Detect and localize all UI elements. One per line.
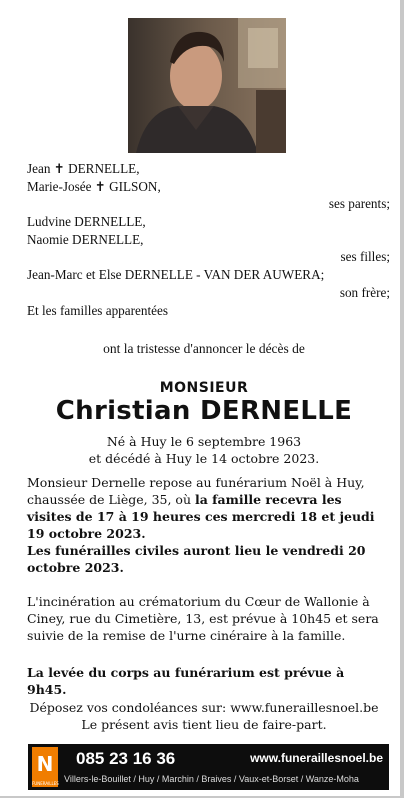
family-relation-brother: son frère; (339, 285, 390, 300)
visit-hours-text: la famille recevra les visites de 17 à 19 heures ces mercredi 18 et jeudi 19 octobre 2023. (27, 492, 375, 541)
funerals-text: Les funérailles civiles auront lieu le vendredi 20 octobre 2023. (27, 543, 366, 575)
levee-paragraph (27, 664, 386, 698)
website-link[interactable]: www.funeraillesnoel.be (250, 751, 383, 765)
funerals-paragraph (27, 542, 386, 576)
family-relation-daughters: ses filles; (340, 249, 390, 264)
portrait-photo (128, 18, 286, 153)
condolences-text: Déposez vos condoléances sur: www.funeraillesnoel.be (29, 700, 379, 715)
family-line-2: Marie-Josée ✝ GILSON, (27, 179, 161, 194)
repose-text: Monsieur Dernelle repose au funérarium Noël à Huy, chaussée de Liège, 35, où (27, 475, 365, 507)
birth-death-dates (0, 433, 408, 467)
phone-number: 085 23 16 36 (76, 749, 176, 768)
logo-caption: FUNERAILLES (32, 781, 59, 786)
locations-list: Villers-le-Bouillet / Huy / Marchin / Braives / Vaux-et-Borset / Wanze-Moha (64, 774, 359, 784)
family-line-3: Ludvine DERNELLE, (27, 214, 146, 229)
deceased-name: Christian DERNELLE (55, 396, 353, 426)
levee-text: La levée du corps au funérarium est prévue à 9h45. (27, 665, 345, 697)
family-line-1: Jean ✝ DERNELLE, (27, 161, 140, 176)
birth-line: Né à Huy le 6 septembre 1963 (106, 434, 302, 449)
family-line-5: Jean-Marc et Else DERNELLE - VAN DER AUWERA; (27, 267, 325, 282)
family-relation-parents: ses parents; (328, 196, 390, 211)
notice-text: Le présent avis tient lieu de faire-part. (81, 717, 327, 732)
death-line: et décédé à Huy le 14 octobre 2023. (88, 451, 320, 466)
deceased-title: MONSIEUR (159, 380, 249, 396)
logo-letter: N (36, 752, 54, 776)
funeral-home-banner (28, 744, 389, 790)
cremation-paragraph: L'incinération au crématorium du Cœur de Wallonie à Ciney, rue du Cimetière, 13, est prévue à 10h45 et sera suivie de la remise de l'urne cinéraire à la famille. (27, 594, 379, 643)
repose-paragraph (27, 474, 386, 542)
family-line-4: Naomie DERNELLE, (27, 232, 144, 247)
family-line-6: Et les familles apparentées (27, 303, 168, 318)
announcement-text: ont la tristesse d'annoncer le décès de (103, 341, 305, 356)
funeral-home-logo (32, 747, 58, 787)
